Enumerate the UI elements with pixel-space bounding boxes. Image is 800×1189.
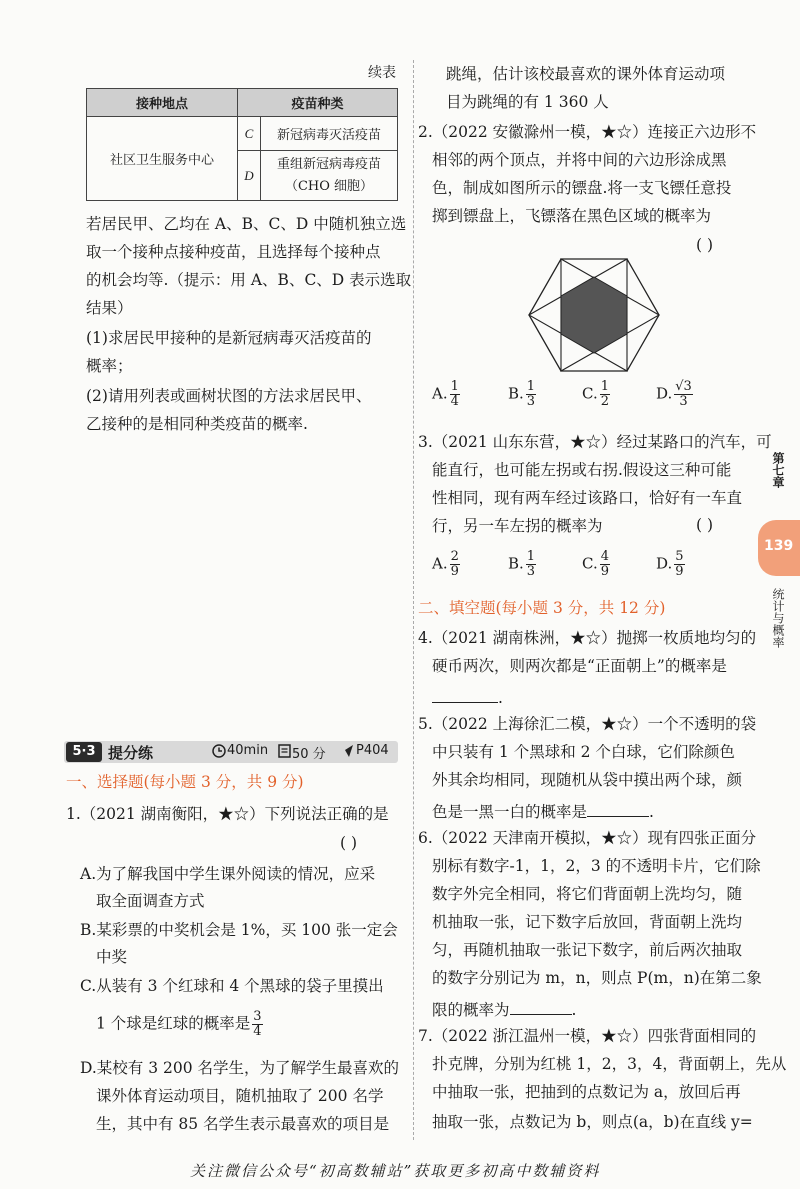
fraction-numerator: 1 [600,379,609,394]
text-line: 目为跳绳的有 1 360 人 [446,93,609,111]
continued-label: 续表 [368,65,396,81]
q7-line: 7.（2022 浙江温州一模，★☆）四张背面相同的 [418,1027,757,1045]
q6-line: 别标有数字-1，1，2，3 的不透明卡片，它们除 [432,857,761,875]
table-header-place: 接种地点 [87,89,238,117]
q2-option [656,380,695,409]
q6-line-text: 限的概率为 [432,1001,510,1019]
q5-line-text: 色是一黑一白的概率是 [432,803,588,821]
section-logo: 5·3 [66,742,102,762]
q2-option [432,380,462,409]
column-divider [413,60,414,1140]
q3-option [656,550,687,579]
q2-line: 色，制成如图所示的镖盘.将一支飞镖任意投 [432,179,732,197]
text-period: . [498,689,503,707]
fraction-denominator: 9 [450,564,459,579]
fraction [450,380,460,409]
fraction-numerator: 1 [526,549,536,564]
fraction-numerator: 4 [600,549,609,564]
q7-line: 中抽取一张，把抽到的点数记为 a，放回后再 [432,1083,741,1101]
vaccine-table [86,88,398,201]
fraction-numerator: 3 [253,1009,262,1024]
q7-line: 抽取一张，点数记为 b，则点(a，b)在直线 y= [432,1113,753,1131]
q3-option [508,550,538,579]
fraction [600,380,610,409]
option-label: D. [656,554,673,573]
q1-option-a: A.为了解我国中学生课外阅读的情况，应采 [80,865,376,883]
part1-title: 一、选择题(每小题 3 分，共 9 分) [66,773,304,791]
q2-line: 掷到镖盘上，飞镖落在黑色区域的概率为 [432,207,712,225]
fraction [252,1010,262,1039]
option-label: A. [432,384,448,403]
q7-line: 扑克牌，分别为红桃 1，2，3，4，背面朝上，先从 [432,1055,787,1073]
q2-answer-paren: ( ) [696,236,714,254]
answer-blank[interactable] [510,996,572,1015]
fraction-numerator: 5 [675,549,684,564]
q1-option-d: D.某校有 3 200 名学生，为了解学生最喜欢的 [80,1059,400,1077]
topic-label: 统计与概率 [771,588,785,648]
option-label: C. [582,384,598,403]
dartboard-figure [528,258,660,376]
q1-option-c-line2 [96,1010,265,1039]
q1-option-d: 课外体育运动项目，随机抽取了 200 名学 [96,1087,384,1105]
fraction-denominator: 3 [526,564,536,579]
fraction [526,380,536,409]
fraction-denominator: 3 [679,394,688,409]
pointer-icon [343,744,355,762]
table-cell-vaccine-line: （CHO 细胞） [284,178,374,194]
q1-option-c-text: 1 个球是红球的概率是 [96,1014,251,1033]
q6-line: 的数字分别记为 m，n，则点 P(m，n)在第二象 [432,969,762,987]
page-number: 139 [764,538,794,554]
q5-line: 中只装有 1 个黑球和 2 个白球，它们除颜色 [432,743,735,761]
option-label: A. [432,554,448,573]
q3-line: 能直行，也可能左拐或右拐.假设这三种可能 [432,461,732,479]
section-score: 50 分 [292,747,326,762]
q6-line: 匀，再随机抽取一张记下数字，前后两次抽取 [432,941,743,959]
q3-line: 性相同，现有两车经过该路口，恰好有一车直 [432,489,743,507]
q1-option-b: 中奖 [96,948,128,966]
q3-answer-paren: ( ) [696,516,714,534]
table-cell-letter: C [238,117,261,151]
q3-option [432,550,462,579]
part2-title: 二、填空题(每小题 3 分，共 12 分) [418,599,666,617]
q6-line: 机抽取一张，记下数字后放回，背面朝上洗均 [432,913,743,931]
table-cell-vaccine-line: 重组新冠病毒疫苗 [276,156,381,172]
text-line: (2)请用列表或画树状图的方法求居民甲、 [86,387,372,405]
q1-option-c: C.从装有 3 个红球和 4 个黑球的袋子里摸出 [80,977,384,995]
q1-option-d: 生，其中有 85 名学生表示最喜欢的项目是 [96,1115,390,1133]
fraction [526,550,536,579]
option-label: B. [508,554,524,573]
table-cell-vaccine [261,151,398,201]
q5-line: 5.（2022 上海徐汇二模，★☆）一个不透明的袋 [418,715,757,733]
text-period: . [649,803,654,821]
fraction [450,550,460,579]
clock-icon [212,744,226,762]
q1-stem: 1.（2021 湖南衡阳，★☆）下列说法正确的是 [66,805,389,823]
q1-option-a: 取全面调查方式 [96,892,205,910]
option-label: C. [582,554,598,573]
q1-answer-paren: ( ) [340,834,358,852]
chapter-label: 第七章 [771,452,785,488]
q6-line: 6.（2022 天津南开模拟，★☆）现有四张正面分 [418,829,757,847]
q6-line: 数字外完全相同，将它们背面朝上洗均匀，随 [432,885,743,903]
text-line: (1)求居民甲接种的是新冠病毒灭活疫苗的 [86,329,372,347]
q5-line: 外其余均相同，现随机从袋中摸出两个球，颜 [432,771,743,789]
score-icon [278,744,291,762]
fraction-denominator: 4 [253,1024,262,1039]
table-header-vaccine: 疫苗种类 [238,89,398,117]
section-page-ref: P404 [356,743,389,758]
fraction-numerator: 2 [450,549,459,564]
q2-line: 2.（2022 安徽滁州一模，★☆）连接正六边形不 [418,123,757,141]
q6-blank-line [432,996,576,1022]
text-line: 的机会均等.（提示：用 A、B、C、D 表示选取 [86,271,412,289]
fraction [674,380,693,409]
fraction-denominator: 4 [450,394,459,409]
option-label: D. [656,384,673,403]
text-line: 跳绳，估计该校最喜欢的课外体育运动项 [446,65,726,83]
q5-blank-line [432,798,654,824]
table-cell-place: 社区卫生服务中心 [87,117,238,201]
fraction-denominator: 9 [600,564,609,579]
fraction-numerator: 1 [450,379,459,394]
text-period: . [571,1001,577,1019]
text-line: 乙接种的是相同种类疫苗的概率. [86,415,308,433]
option-label: B. [508,384,524,403]
fraction-denominator: 3 [526,394,536,409]
table-cell-letter: D [238,151,261,201]
q2-line: 相邻的两个顶点，并将中间的六边形涂成黑 [432,151,727,169]
table-cell-vaccine: 新冠病毒灭活疫苗 [261,117,398,151]
section-title: 提分练 [108,744,154,762]
text-line: 取一个接种点接种疫苗，且选择每个接种点 [86,243,381,261]
text-line: 若居民甲、乙均在 A、B、C、D 中随机独立选 [86,215,407,233]
fraction-denominator: 9 [675,564,684,579]
fraction [674,550,684,579]
q4-line: 4.（2021 湖南株洲，★☆）抛掷一枚质地均匀的 [418,629,757,647]
q3-line: 3.（2021 山东东营，★☆）经过某路口的汽车，可 [418,433,772,451]
text-line: 结果） [86,299,133,317]
q4-line: 硬币两次，则两次都是“正面朝上”的概率是 [432,657,727,675]
q2-option [508,380,538,409]
q2-option [582,380,612,409]
q1-option-b: B.某彩票的中奖机会是 1%，买 100 张一定会 [80,921,398,939]
fraction-numerator: √3 [675,379,692,394]
footer-text: 关注微信公众号“初高数辅站”获取更多初高中数辅资料 [190,1162,601,1180]
section-time: 40min [227,743,269,758]
q3-option [582,550,612,579]
answer-blank[interactable] [432,684,498,703]
q3-line: 行，另一车左拐的概率为 [432,517,603,535]
q4-blank-line [432,684,503,710]
answer-blank[interactable] [587,798,649,817]
fraction-denominator: 2 [600,394,609,409]
fraction [600,550,610,579]
fraction-numerator: 1 [526,379,536,394]
text-line: 概率； [86,357,133,375]
